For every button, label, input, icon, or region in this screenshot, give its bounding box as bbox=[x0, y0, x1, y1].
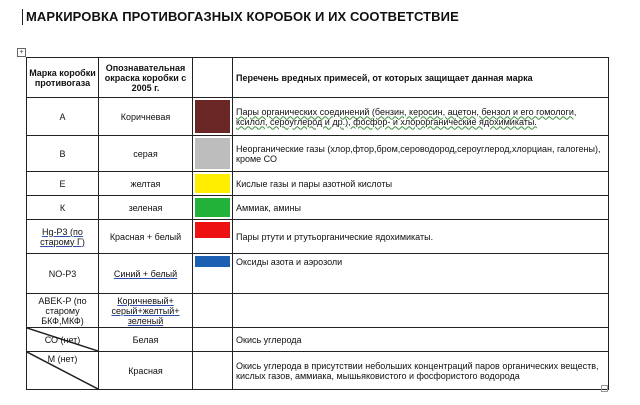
table-row bbox=[27, 328, 609, 352]
row-swatch-cell bbox=[193, 172, 233, 196]
color-name-text: Синий + белый bbox=[113, 268, 178, 279]
row-description bbox=[233, 98, 609, 136]
header-color: Опознавательная окраска коробки с 2005 г. bbox=[99, 58, 193, 98]
row-swatch-cell bbox=[193, 352, 233, 390]
row-mark: Е bbox=[27, 172, 99, 196]
table-row bbox=[27, 294, 609, 328]
row-description: Окись углерода bbox=[233, 328, 609, 352]
header-swatch bbox=[193, 58, 233, 98]
table-row bbox=[27, 136, 609, 172]
row-color-name bbox=[99, 254, 193, 294]
row-swatch-cell bbox=[193, 136, 233, 172]
color-swatch bbox=[195, 174, 230, 193]
row-swatch-cell bbox=[193, 196, 233, 220]
row-swatch-cell bbox=[193, 220, 233, 254]
row-mark: А bbox=[27, 98, 99, 136]
mark-text: М (нет) bbox=[47, 354, 78, 364]
marking-table bbox=[26, 57, 609, 390]
row-mark bbox=[27, 352, 99, 390]
row-mark: NO-P3 bbox=[27, 254, 99, 294]
header-description: Перечень вредных примесей, от которых защищает данная марка bbox=[233, 58, 609, 98]
row-color-name: желтая bbox=[99, 172, 193, 196]
row-swatch-cell bbox=[193, 328, 233, 352]
row-description bbox=[233, 294, 609, 328]
color-swatch bbox=[195, 100, 230, 133]
row-color-name: Белая bbox=[99, 328, 193, 352]
row-mark bbox=[27, 328, 99, 352]
row-color-name: Красная + белый bbox=[99, 220, 193, 254]
row-swatch-cell bbox=[193, 254, 233, 294]
color-swatch bbox=[195, 138, 230, 169]
page-title: МАРКИРОВКА ПРОТИВОГАЗНЫХ КОРОБОК И ИХ СООТВЕТСТВИЕ bbox=[22, 9, 459, 25]
color-name-text: Коричневый+ серый+желтый+ зеленый bbox=[111, 295, 180, 326]
row-color-name: Коричневая bbox=[99, 98, 193, 136]
mark-text: СО (нет) bbox=[44, 334, 81, 345]
table-row bbox=[27, 352, 609, 390]
table-move-handle-icon[interactable]: + bbox=[17, 48, 26, 57]
mark-text: Hg-P3 (по старому Г) bbox=[40, 226, 85, 247]
row-color-name bbox=[99, 294, 193, 328]
row-mark bbox=[27, 220, 99, 254]
row-color-name: серая bbox=[99, 136, 193, 172]
table-row bbox=[27, 172, 609, 196]
row-description: Кислые газы и пары азотной кислоты bbox=[233, 172, 609, 196]
table-header-row bbox=[27, 58, 609, 98]
color-swatch bbox=[195, 222, 230, 238]
table-row bbox=[27, 220, 609, 254]
row-description: Аммиак, амины bbox=[233, 196, 609, 220]
color-swatch bbox=[195, 256, 230, 267]
row-mark: В bbox=[27, 136, 99, 172]
table-row bbox=[27, 98, 609, 136]
row-description: Пары ртути и ртутьорганические ядохимикаты. bbox=[233, 220, 609, 254]
row-color-name: зеленая bbox=[99, 196, 193, 220]
row-description: Оксиды азота и аэрозоли bbox=[233, 254, 609, 294]
description-text: Пары органических соединений (бензин, керосин, ацетон, бензол и его гомологи, ксилол, сероуглерод и др.), фосфор- и хлорорганические ядохимикаты. bbox=[236, 106, 577, 127]
row-color-name: Красная bbox=[99, 352, 193, 390]
header-mark: Марка коробки противогаза bbox=[27, 58, 99, 98]
table-row bbox=[27, 196, 609, 220]
row-description: Неорганические газы (хлор,фтор,бром,сероводород,сероуглерод,хлорциан, галогены), кроме СО bbox=[233, 136, 609, 172]
row-mark: К bbox=[27, 196, 99, 220]
row-description: Окись углерода в присутствии небольших концентраций паров органических веществ, кислых газов, аммиака, мышьяковистого и фосфористого водорода bbox=[233, 352, 609, 390]
row-swatch-cell bbox=[193, 294, 233, 328]
table-row bbox=[27, 254, 609, 294]
table-resize-handle[interactable] bbox=[601, 385, 608, 392]
row-mark: ABEK-P (по старому БКФ,МКФ) bbox=[27, 294, 99, 328]
row-swatch-cell bbox=[193, 98, 233, 136]
color-swatch bbox=[195, 198, 230, 217]
